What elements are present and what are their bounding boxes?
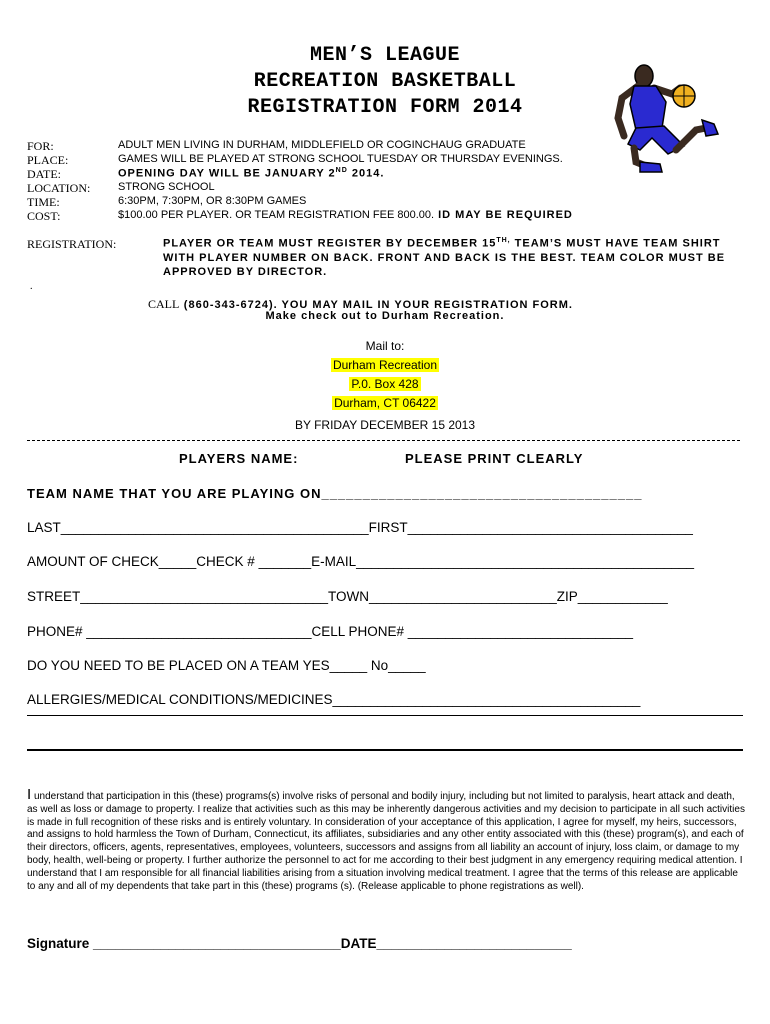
team-placement-field[interactable]: DO YOU NEED TO BE PLACED ON A TEAM YES_____ No_____ [27, 658, 426, 673]
dashed-divider [27, 440, 740, 441]
phone-field[interactable]: PHONE# ______________________________CELL PHONE# ______________________________ [27, 624, 634, 639]
address-line-2: P.0. Box 428 [351, 377, 419, 391]
title-line-3: REGISTRATION FORM 2014 [247, 96, 523, 119]
players-name-heading: PLAYERS NAME: [179, 451, 299, 466]
label-location: LOCATION: [27, 181, 91, 195]
label-cost: COST: [27, 209, 61, 223]
check-out-line: Make check out to Durham Recreation. [265, 310, 505, 322]
label-registration: REGISTRATION: [27, 237, 117, 251]
print-clearly-heading: PLEASE PRINT CLEARLY [405, 451, 584, 466]
waiver-text: I understand that participation in this (these) programs(s) involve risks of personal and bodily injury, including but not limited to paralysis, heart attack and death, as well as loss or damage to property. I realize that activities such as this may be inherently dangerous activities and my decision to participate in all such activities is made in full recognition of these risks and is entirely voluntary. In consideration of your acceptance of this application, I agree for myself, my heirs, successors, and assigns to hold harmless the Town of Durham, Connecticut, its affiliates, subsidiaries and any other entity associated with this (these) program(s), and each of their directors, officers, agents, representatives, employees, volunteers, successors and assigns from all liability an account of injury, loss claim, or damage to my body, health, well-being or property. I further authorize the personnel to act for me according to their best judgment in any emergency requiring medical attention. I understand that I am responsible for all financial liabilities arising from a situation involving medical treatment. I agree that the terms of this release are applicable to any and all of my dependents that take part in this (these) programs (s). (Release applicable to phone registrations as well). [27, 786, 745, 892]
signature-date-field[interactable]: Signature _________________________________DATE__________________________ [27, 936, 572, 951]
team-name-field[interactable]: TEAM NAME THAT YOU ARE PLAYING ON_______________________________________ [27, 486, 643, 501]
title-line-2: RECREATION BASKETBALL [253, 70, 517, 93]
title-line-1: MEN’S LEAGUE [309, 44, 461, 67]
check-email-field[interactable]: AMOUNT OF CHECK_____CHECK # _______E-MAIL_____________________________________________ [27, 554, 694, 569]
rule-2 [27, 749, 743, 751]
mail-to: Mail to: [365, 339, 405, 353]
address-line-3: Durham, CT 06422 [334, 396, 436, 410]
value-time: 6:30PM, 7:30PM, OR 8:30PM GAMES [118, 195, 307, 207]
address-field[interactable]: STREET_________________________________TOWN_________________________ZIP____________ [27, 589, 668, 604]
stray-dot: . [30, 281, 33, 292]
rule-1 [27, 715, 743, 716]
label-time: TIME: [27, 195, 60, 209]
allergies-field[interactable]: ALLERGIES/MEDICAL CONDITIONS/MEDICINES_________________________________________ [27, 692, 641, 707]
label-date: DATE: [27, 167, 61, 181]
value-cost: $100.00 PER PLAYER. OR TEAM REGISTRATION FEE 800.00. ID MAY BE REQUIRED [118, 209, 573, 221]
value-for: ADULT MEN LIVING IN DURHAM, MIDDLEFIELD OR COGINCHAUG GRADUATE [118, 139, 526, 151]
registration-line-2: WITH PLAYER NUMBER ON BACK. FRONT AND BACK IS THE BEST. TEAM COLOR MUST BE [163, 252, 726, 264]
call-line: CALL (860-343-6724). YOU MAY MAIL IN YOUR REGISTRATION FORM. [148, 297, 573, 311]
registration-line-1: PLAYER OR TEAM MUST REGISTER BY DECEMBER $15^{TH,}$ TEAM’S MUST HAVE TEAM SHIRT [163, 237, 721, 250]
value-date: OPENING DAY WILL BE JANUARY 2ND 2014. [118, 167, 385, 180]
address-line-1: Durham Recreation [332, 358, 438, 372]
name-field[interactable]: LAST_________________________________________FIRST______________________________________ [27, 520, 693, 535]
value-place: GAMES WILL BE PLAYED AT STRONG SCHOOL TUESDAY OR THURSDAY EVENINGS. [118, 153, 563, 165]
basketball-player-icon [610, 58, 732, 180]
label-for: FOR: [27, 139, 54, 153]
label-place: PLACE: [27, 153, 69, 167]
registration-line-3: APPROVED BY DIRECTOR. [163, 266, 328, 278]
value-location: STRONG SCHOOL [118, 181, 215, 193]
deadline: BY FRIDAY DECEMBER 15 2013 [294, 418, 476, 432]
